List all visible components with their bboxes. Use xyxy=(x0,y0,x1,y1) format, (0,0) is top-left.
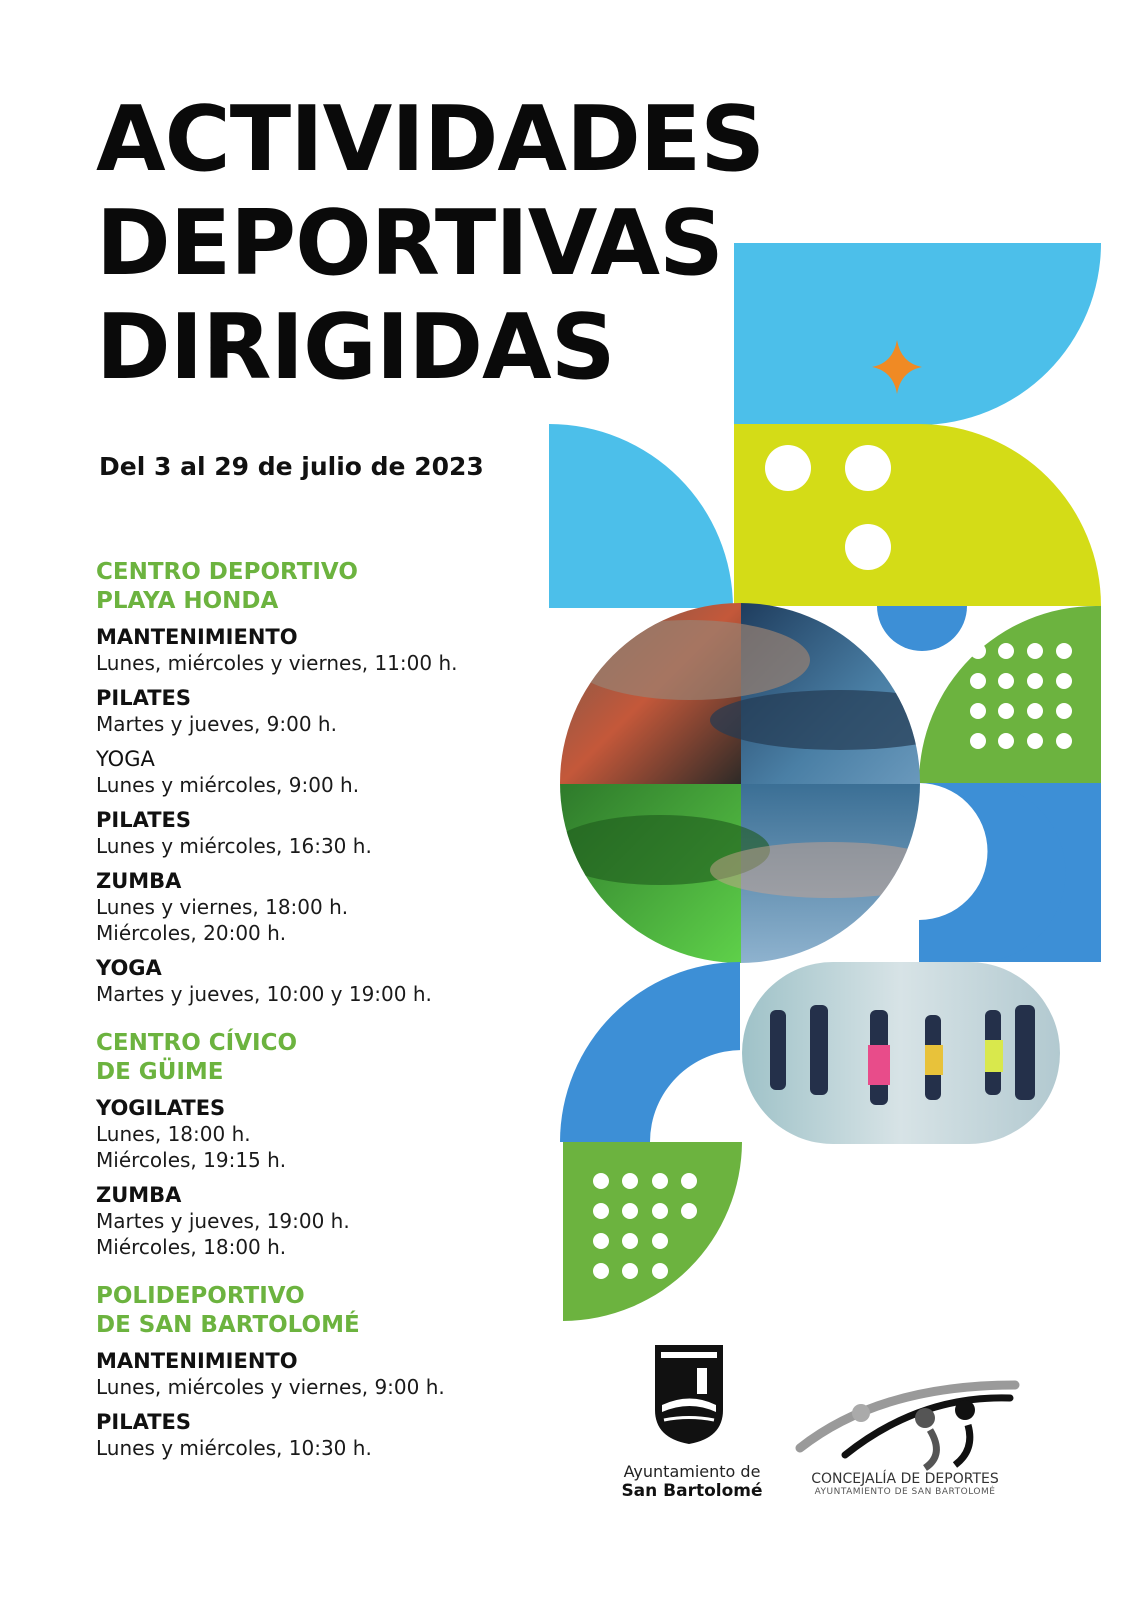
activity-time: Miércoles, 19:15 h. xyxy=(96,1148,287,1172)
sports-department-subtitle: AYUNTAMIENTO DE SAN BARTOLOMÉ xyxy=(814,1487,996,1497)
activity-time: Martes y jueves, 19:00 h. xyxy=(96,1209,350,1233)
blue-semicircle xyxy=(877,606,967,651)
venue-name-line-2: DE GÜIME xyxy=(96,1059,224,1085)
activity-time: Lunes y miércoles, 9:00 h. xyxy=(96,773,360,797)
sports-department-name: CONCEJALÍA DE DEPORTES xyxy=(811,1471,999,1487)
activity-name: ZUMBA xyxy=(96,1183,182,1207)
title-line-3: DIRIGIDAS xyxy=(96,295,615,400)
activity-time: Martes y jueves, 9:00 h. xyxy=(96,712,337,736)
light-blue-shape xyxy=(734,243,1101,425)
title-line-2: DEPORTIVAS xyxy=(96,191,723,296)
activity-name: YOGA xyxy=(96,747,155,771)
activity-name: MANTENIMIENTO xyxy=(96,1349,298,1373)
activity-time: Miércoles, 20:00 h. xyxy=(96,921,287,945)
venue-name-line-1: CENTRO CÍVICO xyxy=(96,1030,298,1056)
activity-name: PILATES xyxy=(96,686,192,710)
activity-name: YOGILATES xyxy=(96,1096,226,1120)
white-dot xyxy=(845,445,891,491)
white-dot xyxy=(845,524,891,570)
activity-time: Lunes y miércoles, 10:30 h. xyxy=(96,1436,372,1460)
municipality-name-line-1: Ayuntamiento de xyxy=(623,1462,761,1481)
venue-name-line-2: DE SAN BARTOLOMÉ xyxy=(96,1312,360,1338)
activity-time: Miércoles, 18:00 h. xyxy=(96,1235,287,1259)
activity-name: PILATES xyxy=(96,1410,192,1434)
activity-name: ZUMBA xyxy=(96,869,182,893)
municipality-name-line-2: San Bartolomé xyxy=(621,1481,763,1501)
municipality-logo xyxy=(612,1338,772,1501)
photo-circle xyxy=(550,603,970,965)
white-dot xyxy=(765,445,811,491)
light-blue-quarter xyxy=(549,424,733,608)
activity-time: Martes y jueves, 10:00 y 19:00 h. xyxy=(96,982,432,1006)
venue-name-line-2: PLAYA HONDA xyxy=(96,588,279,614)
activity-time: Lunes, miércoles y viernes, 9:00 h. xyxy=(96,1375,445,1399)
activity-name: PILATES xyxy=(96,808,192,832)
date-range: Del 3 al 29 de julio de 2023 xyxy=(99,452,484,481)
venue-name-line-1: POLIDEPORTIVO xyxy=(96,1283,305,1309)
venue-name-line-1: CENTRO DEPORTIVO xyxy=(96,559,358,585)
green-shape-lower xyxy=(563,1141,742,1321)
photo-pill xyxy=(742,962,1060,1144)
activity-name: MANTENIMIENTO xyxy=(96,625,298,649)
activity-name: YOGA xyxy=(96,956,162,980)
title-line-1: ACTIVIDADES xyxy=(96,87,765,192)
activity-time: Lunes y miércoles, 16:30 h. xyxy=(96,834,372,858)
activity-time: Lunes y viernes, 18:00 h. xyxy=(96,895,349,919)
activity-time: Lunes, miércoles y viernes, 11:00 h. xyxy=(96,651,458,675)
sports-department-logo xyxy=(790,1375,1020,1497)
activity-time: Lunes, 18:00 h. xyxy=(96,1122,251,1146)
